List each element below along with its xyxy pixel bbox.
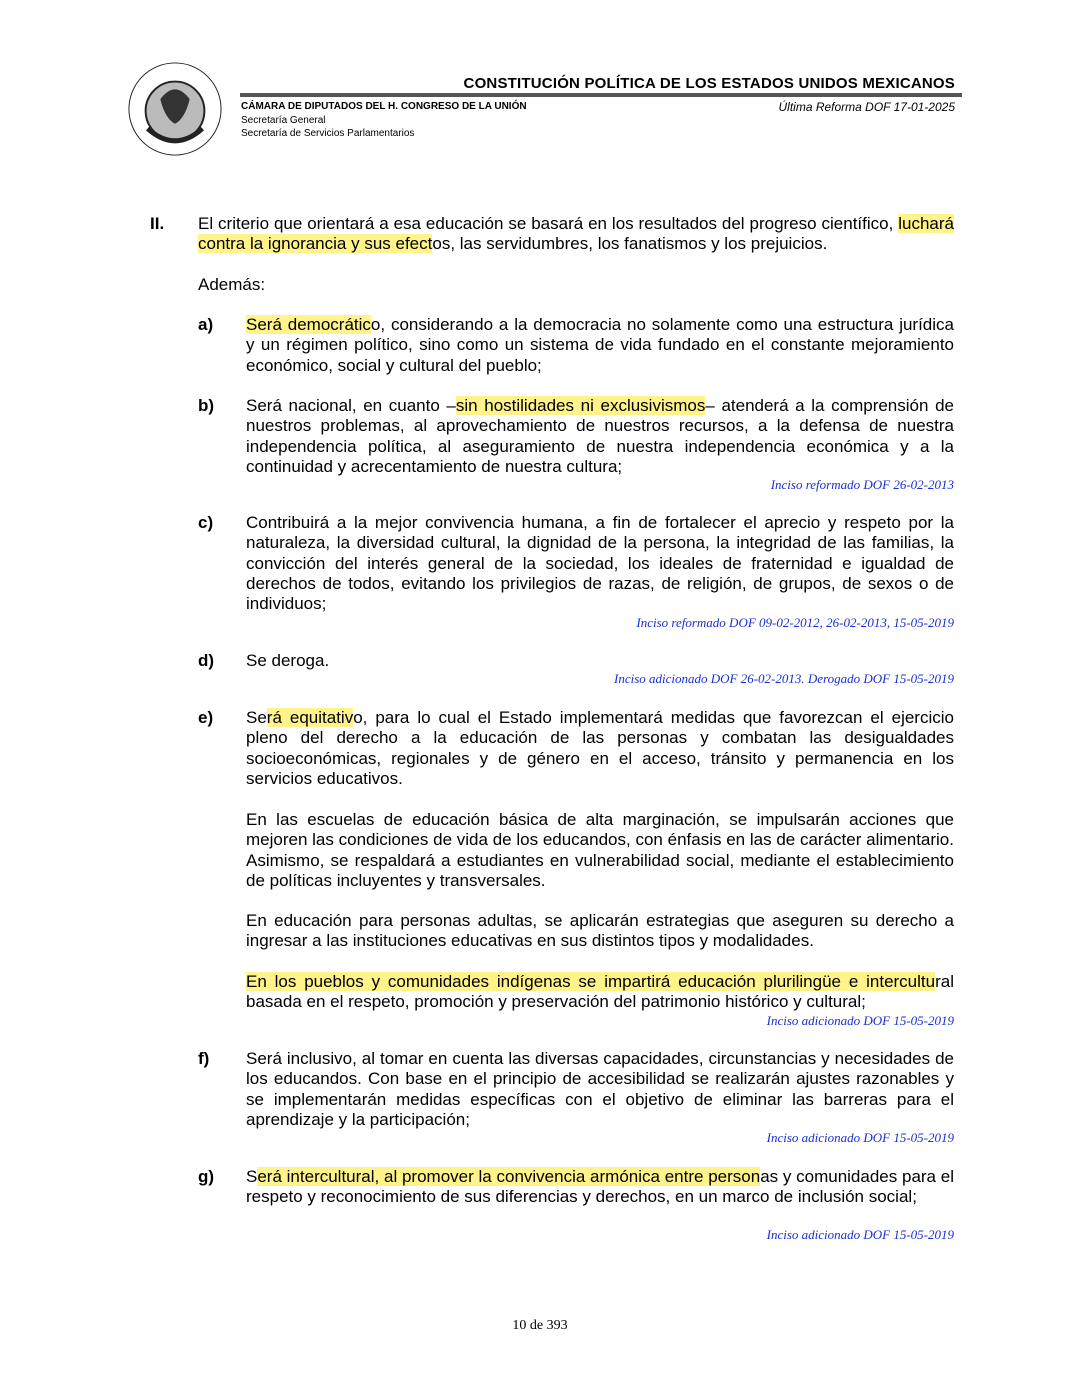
highlighted-text: rá equitativ xyxy=(266,708,354,727)
item-b-text xyxy=(246,396,954,477)
text: S xyxy=(246,1167,258,1186)
amendment-note: Inciso adicionado DOF 26-02-2013. Derogado DOF 15-05-2019 xyxy=(614,671,954,686)
text: o, considerando a la democracia no solamente como una estructura jurídica y un régimen político, sino como un sistema de vida fundado en el constante mejoramiento económico, social y cultural del pueblo; xyxy=(246,315,954,375)
section-ii-text xyxy=(198,214,954,255)
item-e-paragraph-4 xyxy=(246,972,954,1013)
item-label: c) xyxy=(198,513,214,532)
header-rule xyxy=(240,93,962,97)
page-number: 10 de 393 xyxy=(512,1318,568,1333)
item-label: e) xyxy=(198,708,214,727)
text: Se xyxy=(246,708,267,727)
chamber-name: CÁMARA DE DIPUTADOS DEL H. CONGRESO DE LA UNIÓN xyxy=(241,101,527,112)
item-label: b) xyxy=(198,396,215,415)
item-label: f) xyxy=(198,1049,210,1068)
secretaria-general: Secretaría General xyxy=(241,115,326,126)
secretaria-servicios: Secretaría de Servicios Parlamentarios xyxy=(241,128,415,139)
section-label: II. xyxy=(150,214,165,233)
item-label: d) xyxy=(198,651,215,670)
text: ral basada en el respeto, promoción y preservación del patrimonio histórico y cultural; xyxy=(246,972,954,1012)
item-g-text xyxy=(246,1167,954,1208)
highlighted-text: sin hostilidades ni exclusivismos xyxy=(455,396,706,415)
item-e-paragraph-3: En educación para personas adultas, se aplicarán estrategias que aseguren su derecho a ingresar a las instituciones educativas en sus distintos tipos y modalidades. xyxy=(246,911,954,951)
item-label: g) xyxy=(198,1167,215,1186)
item-e-text xyxy=(246,708,954,789)
item-e-paragraph-2: En las escuelas de educación básica de alta marginación, se impulsarán acciones que mejoren las condiciones de vida de los educandos, con énfasis en las de carácter alimentario. Asimismo, se respaldará a estudiantes en vulnerabilidad social, mediante el establecimiento de políticas incluyentes y transversales. xyxy=(246,810,954,890)
text: El criterio que orientará a esa educación se basará en los resultados del progreso científico, xyxy=(198,214,899,233)
text: – atenderá a la comprensión de nuestros problemas, al aprovechamiento de nuestros recursos, a la defensa de nuestra independencia política, al aseguramiento de nuestra independencia económica y a la continuidad y acrecentamiento de nuestra cultura; xyxy=(246,396,954,476)
item-d-text: Se deroga. xyxy=(246,651,330,670)
highlighted-text: luchará contra la ignorancia y sus efect xyxy=(198,214,954,254)
last-reform: Última Reforma DOF 17-01-2025 xyxy=(778,100,955,114)
amendment-note: Inciso adicionado DOF 15-05-2019 xyxy=(766,1013,954,1028)
ademas: Además: xyxy=(198,275,266,294)
item-c-text: Contribuirá a la mejor convivencia humana, a fin de fortalecer el aprecio y respeto por la naturaleza, la diversidad cultural, la dignidad de la persona, la integridad de las familias, la convicción del interés general de la sociedad, los ideales de fraternidad e igualdad de derechos de todos, evitando los privilegios de razas, de religión, de grupos, de sexos o de individuos; xyxy=(246,513,954,614)
item-a-text xyxy=(246,315,954,376)
highlighted-text: erá intercultural, al promover la convivencia armónica entre person xyxy=(257,1167,761,1186)
mexican-coat-of-arms-seal xyxy=(126,60,224,158)
text: os, las servidumbres, los fanatismos y los prejuicios. xyxy=(432,234,828,254)
amendment-note: Inciso adicionado DOF 15-05-2019 xyxy=(766,1130,954,1145)
item-label: a) xyxy=(198,315,214,334)
text: o, para lo cual el Estado implementará medidas que favorezcan el ejercicio pleno del derecho a la educación de las personas y combatan las desigualdades socioeconómicas, regionales y de género en el acceso, tránsito y permanencia en los servicios educativos. xyxy=(246,708,954,788)
highlighted-text: Será democrátic xyxy=(246,315,371,334)
amendment-note: Inciso adicionado DOF 15-05-2019 xyxy=(766,1227,954,1242)
text: Será nacional, en cuanto – xyxy=(246,396,456,415)
document-title: CONSTITUCIÓN POLÍTICA DE LOS ESTADOS UNIDOS MEXICANOS xyxy=(463,75,955,92)
highlighted-text: En los pueblos y comunidades indígenas se impartirá educación plurilingüe e intercultu xyxy=(246,972,936,991)
amendment-note: Inciso reformado DOF 26-02-2013 xyxy=(770,477,954,492)
amendment-note: Inciso reformado DOF 09-02-2012, 26-02-2013, 15-05-2019 xyxy=(636,615,954,630)
text: as y comunidades para el respeto y reconocimiento de sus diferencias y derechos, en un marco de inclusión social; xyxy=(246,1167,954,1207)
item-f-text: Será inclusivo, al tomar en cuenta las diversas capacidades, circunstancias y necesidades de los educandos. Con base en el principio de accesibilidad se realizarán ajustes razonables y se implementarán medidas específicas con el objetivo de eliminar las barreras para el aprendizaje y la participación; xyxy=(246,1049,954,1129)
